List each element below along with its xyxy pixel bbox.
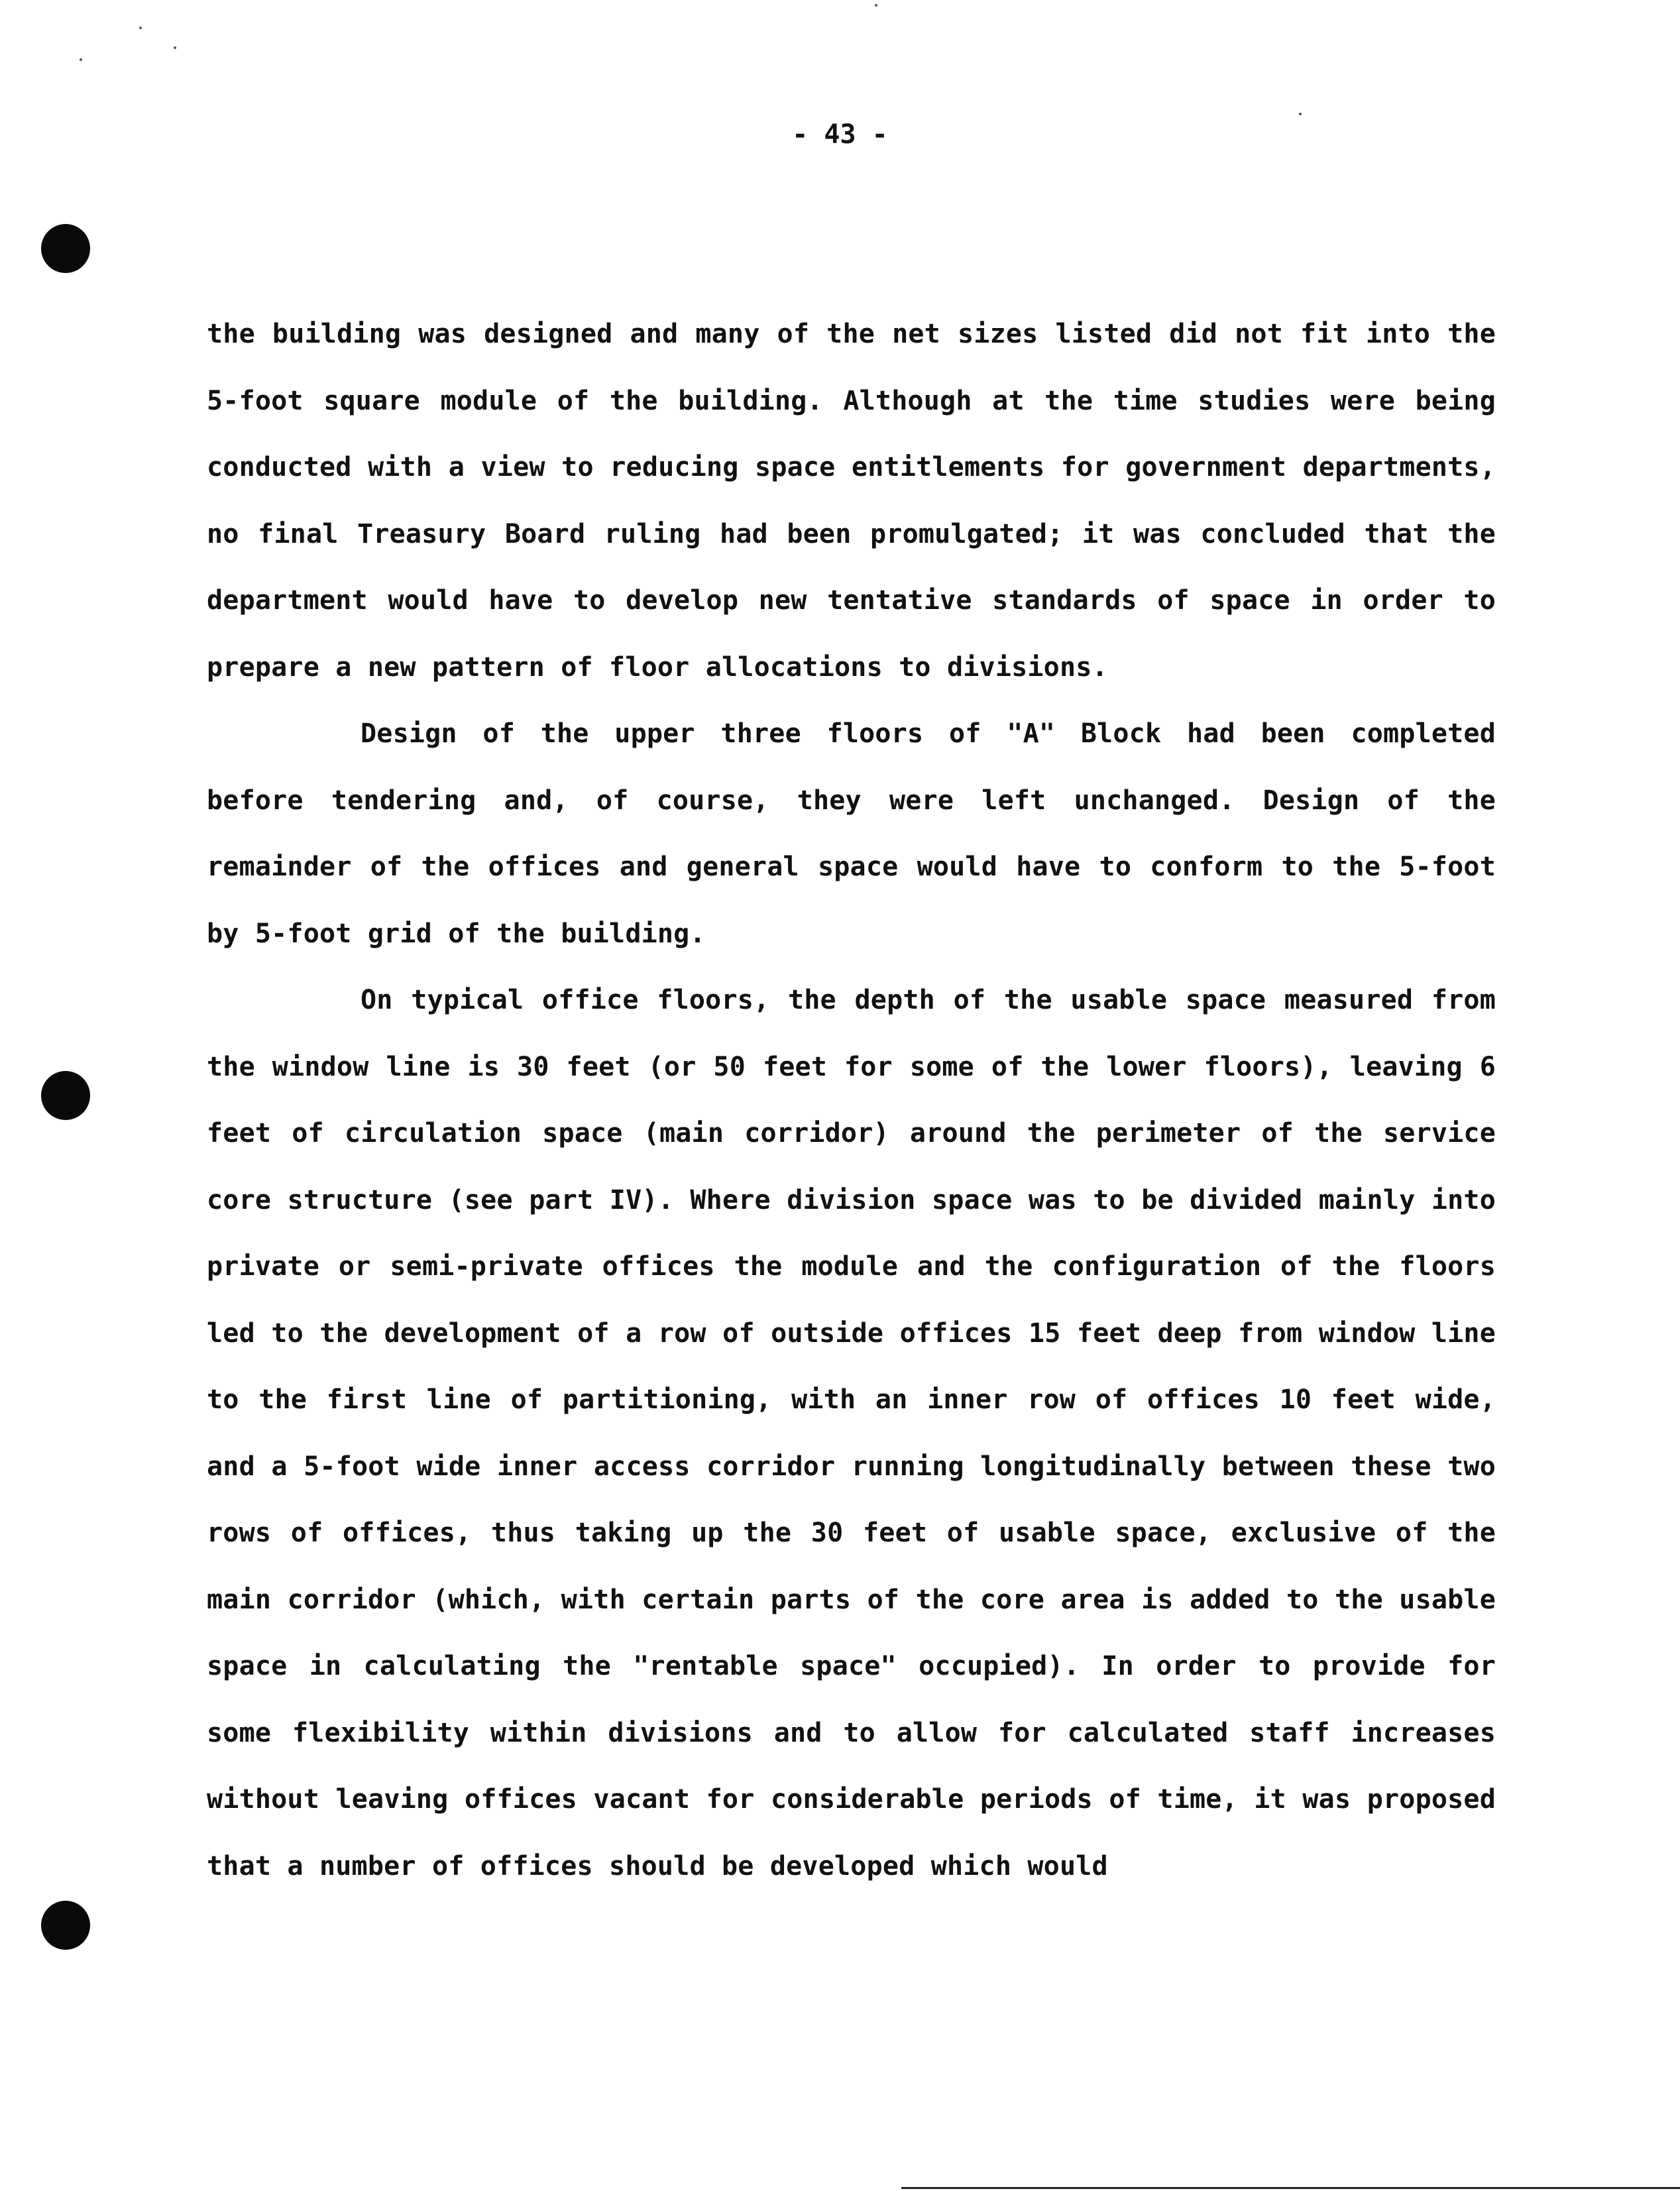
bottom-edge-line [901, 2187, 1680, 2189]
document-body [207, 301, 1496, 1899]
scan-speck [174, 46, 176, 49]
scan-speck [1299, 113, 1302, 115]
paragraph-upper-floors: Design of the upper three floors of "A" Block had been completed before tendering and, of course, they were left unchanged. Design of the remainder of the offices and general space would have to conform to the 5-foot by 5-foot grid of the building. [207, 718, 1496, 949]
paragraph-typical-office-floors: On typical office floors, the depth of the usable space measured from the window line is 30 feet (or 50 feet for some of the lower floors), leaving 6 feet of circulation space (main corridor) around the perimeter of the service core structure (see part IV). Where division space was to be divided mainly into private or semi-private offices the module and the configuration of the floors led to the development of a row of outside offices 15 feet deep from window line to the first line of partitioning, with an inner row of offices 10 feet wide, and a 5-foot wide inner access corridor running longitudinally between these two rows of offices, thus taking up the 30 feet of usable space, exclusive of the main corridor (which, with certain parts of the core area is added to the usable space in calculating the "rentable space" occupied). In order to provide for some flexibility within divisions and to allow for calculated staff increases without leaving offices vacant for considerable periods of time, it was proposed that a number of offices should be developed which would [207, 985, 1496, 1882]
scan-speck [139, 27, 142, 29]
page-number: - 43 - [792, 119, 888, 150]
paragraph-continued: the building was designed and many of the net sizes listed did not fit into the 5-foot square module of the building. Although at the time studies were being conducted with a view to reducing space entitlements for government departments, no final Treasury Board ruling had been promulgated; it was concluded that the department would have to develop new tentative standards of space in order to prepare a new pattern of floor allocations to divisions. [207, 319, 1496, 683]
scan-speck [80, 58, 82, 61]
punch-hole-bottom [41, 1901, 90, 1950]
scan-speck [875, 4, 877, 7]
punch-hole-top [41, 224, 90, 273]
punch-hole-middle [41, 1071, 90, 1120]
